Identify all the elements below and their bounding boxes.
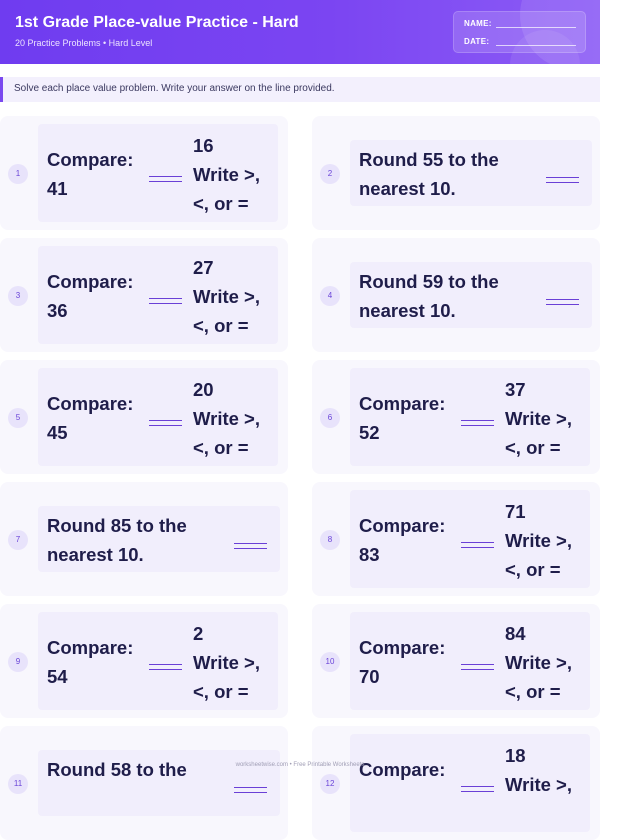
problem-card (0, 604, 288, 718)
problem-number-badge: 6 (320, 408, 340, 428)
problem-text: 18 (505, 745, 526, 766)
problem-text: 20 (193, 379, 214, 400)
problem-number-badge: 4 (320, 286, 340, 306)
date-line[interactable] (496, 45, 576, 46)
answer-line[interactable] (461, 786, 494, 792)
problem-text: nearest 10. (359, 178, 456, 199)
date-label: DATE: (464, 37, 490, 46)
problem-text: Write >, (193, 286, 260, 307)
problem-number-badge: 7 (8, 530, 28, 550)
problem-number-badge: 8 (320, 530, 340, 550)
problem-text: Compare: (47, 149, 134, 170)
answer-line[interactable] (149, 176, 182, 182)
problem-number-badge: 3 (8, 286, 28, 306)
answer-line[interactable] (234, 543, 267, 549)
problem-card (0, 482, 288, 596)
problem-text: Compare: (359, 393, 446, 414)
problem-number-badge: 9 (8, 652, 28, 672)
problem-card (312, 238, 600, 352)
problem-text: Write >, (505, 408, 572, 429)
problem-number-badge: 10 (320, 652, 340, 672)
problem-number-badge: 5 (8, 408, 28, 428)
problem-text: Write >, (193, 408, 260, 429)
problem-number-badge: 12 (320, 774, 340, 794)
answer-line[interactable] (546, 177, 579, 183)
problem-card (312, 482, 600, 596)
problem-text: Write >, (505, 530, 572, 551)
problem-text: Compare: (47, 637, 134, 658)
problem-card (0, 726, 288, 840)
problem-text: Write >, (505, 652, 572, 673)
problem-text: Round 85 to the (47, 515, 187, 536)
worksheet-header (0, 0, 600, 64)
problem-text: Round 59 to the (359, 271, 499, 292)
problem-text: <, or = (193, 437, 249, 458)
answer-line[interactable] (461, 664, 494, 670)
page-subtitle: 20 Practice Problems • Hard Level (15, 38, 153, 48)
problem-text: 83 (359, 544, 380, 565)
name-date-box (453, 11, 586, 53)
problem-text: Compare: (359, 759, 446, 780)
problem-number-badge: 2 (320, 164, 340, 184)
problem-text: 2 (193, 623, 204, 644)
problem-card (0, 360, 288, 474)
problem-text: 84 (505, 623, 526, 644)
problem-text: <, or = (193, 681, 249, 702)
problem-text: <, or = (193, 193, 249, 214)
problem-text: nearest 10. (47, 544, 144, 565)
answer-line[interactable] (149, 420, 182, 426)
answer-line[interactable] (461, 542, 494, 548)
problem-text: Round 58 to the (47, 759, 187, 780)
problem-text: <, or = (505, 681, 561, 702)
answer-line[interactable] (461, 420, 494, 426)
problem-card (0, 238, 288, 352)
problem-text: Write >, (505, 774, 572, 795)
problem-text: 27 (193, 257, 214, 278)
problem-text: <, or = (505, 437, 561, 458)
problem-card (312, 360, 600, 474)
name-line[interactable] (496, 27, 576, 28)
problem-text: Write >, (193, 652, 260, 673)
problem-card (312, 116, 600, 230)
problem-text: 41 (47, 178, 68, 199)
instructions-bar: Solve each place value problem. Write your answer on the line provided. (0, 77, 600, 102)
name-label: NAME: (464, 19, 492, 28)
problem-card (0, 116, 288, 230)
footer-text: worksheetwise.com • Free Printable Worksheets (235, 762, 365, 768)
problem-text: <, or = (193, 315, 249, 336)
problem-text: 70 (359, 666, 380, 687)
answer-line[interactable] (149, 664, 182, 670)
problem-text: 16 (193, 135, 214, 156)
page-title: 1st Grade Place-value Practice - Hard (15, 14, 299, 31)
problem-number-badge: 11 (8, 774, 28, 794)
problem-text: 37 (505, 379, 526, 400)
problem-text: Round 55 to the (359, 149, 499, 170)
problem-card (312, 604, 600, 718)
problem-text: 71 (505, 501, 526, 522)
problem-text: Compare: (359, 637, 446, 658)
problem-text: 52 (359, 422, 380, 443)
problem-text: Compare: (47, 271, 134, 292)
problem-text: Compare: (47, 393, 134, 414)
problem-text: 36 (47, 300, 68, 321)
answer-line[interactable] (234, 787, 267, 793)
answer-line[interactable] (546, 299, 579, 305)
problem-card (312, 726, 600, 840)
problem-text: nearest 10. (359, 300, 456, 321)
problem-text: <, or = (505, 559, 561, 580)
problem-text: Write >, (193, 164, 260, 185)
problem-text: 45 (47, 422, 68, 443)
problem-text: 54 (47, 666, 68, 687)
problem-text: Compare: (359, 515, 446, 536)
problem-number-badge: 1 (8, 164, 28, 184)
answer-line[interactable] (149, 298, 182, 304)
